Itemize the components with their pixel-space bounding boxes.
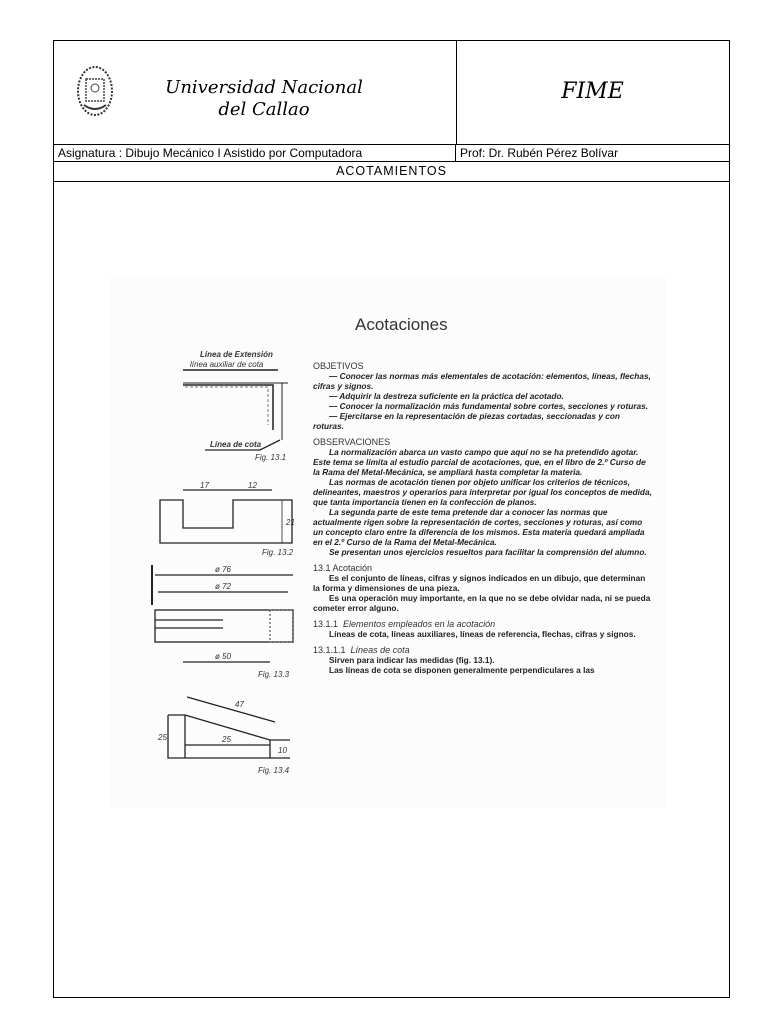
- fig1-label-bottom: Línea de cota: [210, 440, 262, 449]
- observacion-paragraph: La segunda parte de este tema pretende dar a conocer las normas que actualmente rigen sobre la representación de cortes, secciones y roturas, así como un concepto claro entre la diferencia de los mismos. Esta materia quedará ampliada en el 2.º Curso de la Rama del Metal-Mecánica.: [313, 507, 645, 547]
- objetivo-item: — Adquirir la destreza suficiente en la práctica del acotado.: [329, 391, 564, 401]
- objetivo-item: — Conocer la normalización más fundamental sobre cortes, secciones y roturas.: [329, 401, 649, 411]
- section-title-text: Elementos empleados en la acotación: [343, 619, 496, 629]
- fig3-dim-2: ø 72: [215, 582, 232, 591]
- fig4-dim-1: 47: [235, 700, 244, 709]
- section-title: ACOTAMIENTOS: [54, 162, 729, 182]
- fig3-caption: Fig. 13.3: [258, 670, 290, 679]
- university-seal-icon: [76, 65, 114, 117]
- fig4-dim-4: 10: [278, 746, 287, 755]
- section-number: 13.1.1: [313, 619, 339, 629]
- fig4-caption: Fig. 13.4: [258, 766, 290, 775]
- fig1-label-sub: línea auxiliar de cota: [190, 360, 264, 369]
- course-name: Asignatura : Dibujo Mecánico I Asistido por Computadora: [54, 144, 456, 162]
- fig2-dim-1: 17: [200, 481, 209, 490]
- figure-13-1: [183, 350, 288, 462]
- section-13-1-1-heading: [313, 619, 653, 629]
- figure-13-2: [160, 481, 295, 557]
- objetivo-item: — Conocer las normas más elementales de acotación: elementos, líneas, flechas, cifras y signos.: [313, 371, 651, 391]
- fig2-dim-3: 21: [286, 518, 295, 527]
- fig2-caption: Fig. 13.2: [262, 548, 294, 557]
- technical-figures: [110, 275, 320, 807]
- fig1-caption: Fig. 13.1: [255, 453, 287, 462]
- university-name: [139, 77, 389, 121]
- figure-13-3: [152, 565, 293, 679]
- section-paragraph: Es el conjunto de líneas, cifras y signos indicados en un dibujo, que determinan la forma y dimensiones de una pieza.: [313, 573, 646, 593]
- faculty-header: [456, 41, 729, 145]
- observaciones-heading: OBSERVACIONES: [313, 437, 391, 447]
- section-paragraph: Líneas de cota, líneas auxiliares, líneas de referencia, flechas, cifras y signos.: [329, 629, 636, 639]
- section-13-1-heading: 13.1 Acotación: [313, 563, 373, 573]
- fig3-dim-1: ø 76: [215, 565, 232, 574]
- observacion-paragraph: Se presentan unos ejercicios resueltos para facilitar la comprensión del alumno.: [329, 547, 647, 557]
- fig2-dim-2: 12: [248, 481, 257, 490]
- observacion-paragraph: Las normas de acotación tienen por objeto unificar los criterios de técnicos, delineantes, maestros y operarios para interpretar por igual los conceptos de medida, que tanta importancia tienen en la confección de planos.: [313, 477, 652, 507]
- fig3-dim-3: ø 50: [215, 652, 232, 661]
- professor-name: Prof: Dr. Rubén Pérez Bolívar: [456, 144, 729, 162]
- fig4-dim-2: 25: [222, 735, 231, 744]
- university-line-1: Universidad Nacional: [165, 77, 363, 98]
- section-paragraph: Las líneas de cota se disponen generalmente perpendiculares a las: [329, 665, 595, 675]
- section-paragraph: Sirven para indicar las medidas (fig. 13.1).: [329, 655, 495, 665]
- university-header: [54, 41, 457, 145]
- section-paragraph: Es una operación muy importante, en la que no se debe olvidar nada, ni se pueda cometer error alguno.: [313, 593, 651, 613]
- university-line-2: del Callao: [218, 99, 310, 120]
- observacion-paragraph: La normalización abarca un vasto campo que aquí no se ha pretendido agotar. Este tema se limita al estudio parcial de acotaciones, que, en el libro de 2.º Curso de la Rama del Metal-Mecánica, se ampliará hasta completar la materia.: [313, 447, 646, 477]
- objetivos-heading: OBJETIVOS: [313, 361, 364, 371]
- scan-title: Acotaciones: [355, 315, 448, 334]
- figure-13-4: [157, 697, 290, 775]
- section-title-text: Líneas de cota: [350, 645, 410, 655]
- scanned-page-image: [110, 275, 666, 807]
- faculty-name: FIME: [561, 79, 624, 104]
- objetivo-item: — Ejercitarse en la representación de piezas cortadas, seccionadas y con roturas.: [313, 411, 620, 431]
- fig1-label-top: Línea de Extensión: [200, 350, 273, 359]
- scan-text: [313, 355, 653, 675]
- section-13-1-1-1-heading: [313, 645, 653, 655]
- fig4-dim-3: 25: [158, 733, 167, 742]
- section-number: 13.1.1.1: [313, 645, 346, 655]
